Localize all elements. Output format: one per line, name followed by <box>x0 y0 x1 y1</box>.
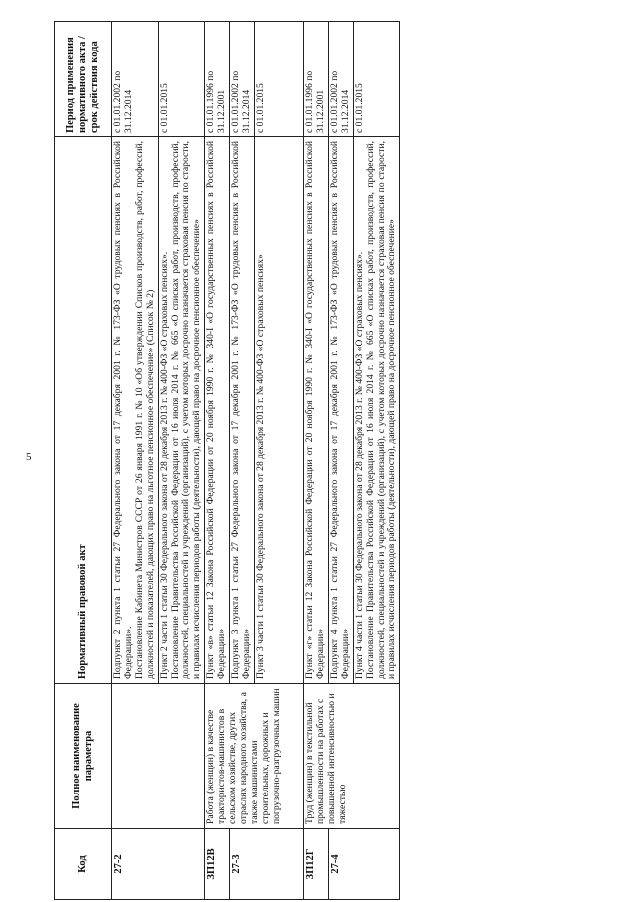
code-table <box>54 21 400 900</box>
row-act <box>353 137 400 684</box>
table-row <box>303 22 328 900</box>
act-text: Подпункт 2 пункта 1 статьи 27 Федерального закона от 17 декабря 2001 г. № 173-ФЗ «О трудовых пенсиях в Российской Федерации». <box>111 141 134 679</box>
header-period: Период применения нормативного акта / срок действия кода <box>55 22 112 137</box>
row-code: 27-4 <box>328 829 400 900</box>
row-act: Пункт 3 части 1 статьи 30 Федерального закона от 28 декабря 2013 г. № 400-ФЗ «О страховых пенсиях» <box>254 137 303 684</box>
row-period: с 01.01.2015 <box>254 22 303 137</box>
row-name: Труд (женщин) в текстильной промышленности на работах с повышенной интенсивностью и тяжестью <box>303 684 399 829</box>
row-act <box>158 137 205 684</box>
row-code: 27-3 <box>230 829 304 900</box>
act-text: Пункт 4 части 1 статьи 30 Федерального закона от 28 декабря 2013 г. № 400-ФЗ «О страховых пенсиях». <box>353 251 365 679</box>
row-period: с 01.01.2015 <box>158 22 205 137</box>
act-text: Пункт 2 части 1 статьи 30 Федерального закона от 28 декабря 2013 г. № 400-ФЗ «О страховых пенсиях». <box>158 251 170 679</box>
row-act: Пункт «г» статьи 12 Закона Российской Федерации от 20 ноября 1990 г. № 340-I «О государственных пенсиях в Российской Федерации» <box>303 137 328 684</box>
row-act: Подпункт 4 пункта 1 статьи 27 Федерального закона от 17 декабря 2001 г. № 173-ФЗ «О трудовых пенсиях в Российской Федерации» <box>328 137 353 684</box>
row-code: 27-2 <box>111 829 204 900</box>
row-name: Работа (женщин) в качестве трактористов-машинистов в сельском хозяйстве, других отраслях народного хозяйства, а также машинистами строительных, дорожных и погрузочно-разгрузочных машин <box>205 684 304 829</box>
row-act: Подпункт 3 пункта 1 статьи 27 Федерального закона от 17 декабря 2001 г. № 173-ФЗ «О трудовых пенсиях в Российской Федерации» <box>230 137 255 684</box>
table-row <box>111 22 158 900</box>
row-period: с 01.01.2002 по 31.12.2014 <box>230 22 255 137</box>
row-period: с 01.01.2002 по 31.12.2014 <box>328 22 353 137</box>
row-act: Пункт «в» статьи 12 Закона Российской Федерации от 20 ноября 1990 г. № 340-I «О государственных пенсиях в Российской Федерации» <box>205 137 230 684</box>
act-text: Постановление Кабинета Министров СССР от 26 января 1991 г. № 10 «Об утверждении Списков производств, работ, профессий, должностей и показателей, дающих право на льготное пенсионное обеспечение» (Список № 2) <box>133 141 156 679</box>
row-period: с 01.01.1996 по 31.12.2001 <box>303 22 328 137</box>
row-code: ЗП12Г <box>303 829 328 900</box>
row-period: с 01.01.1996 по 31.12.2001 <box>205 22 230 137</box>
row-act <box>111 137 158 684</box>
row-code: ЗП12В <box>205 829 230 900</box>
row-period: с 01.01.2002 по 31.12.2014 <box>111 22 158 137</box>
row-name-empty <box>111 684 204 829</box>
header-code: Код <box>55 829 112 900</box>
act-text: Постановление Правительства Российской Федерации от 16 июля 2014 г. № 665 «О списках работ, производств, профессий, должностей, специальностей и учреждений (организаций), с учетом которых досрочно назначается страховая пенсия по старости, и правилах исчисления периодов работы (деятельности), дающей право на досрочное пенсионное обеспечение» <box>364 141 398 679</box>
act-text: Постановление Правительства Российской Федерации от 16 июля 2014 г. № 665 «О списках работ, производств, профессий, должностей, специальностей и учреждений (организаций), с учетом которых досрочно назначается страховая пенсия по старости, и правилах исчисления периодов работы (деятельности), дающей право на досрочное пенсионное обеспечение» <box>169 141 203 679</box>
page-number: 5 <box>26 451 32 463</box>
header-name: Полное наименование параметра <box>55 684 112 829</box>
header-act: Нормативный правовой акт <box>55 137 112 684</box>
row-period: с 01.01.2015 <box>353 22 400 137</box>
rotated-page-content <box>54 36 606 900</box>
table-header-row <box>55 22 112 900</box>
table-row <box>205 22 230 900</box>
